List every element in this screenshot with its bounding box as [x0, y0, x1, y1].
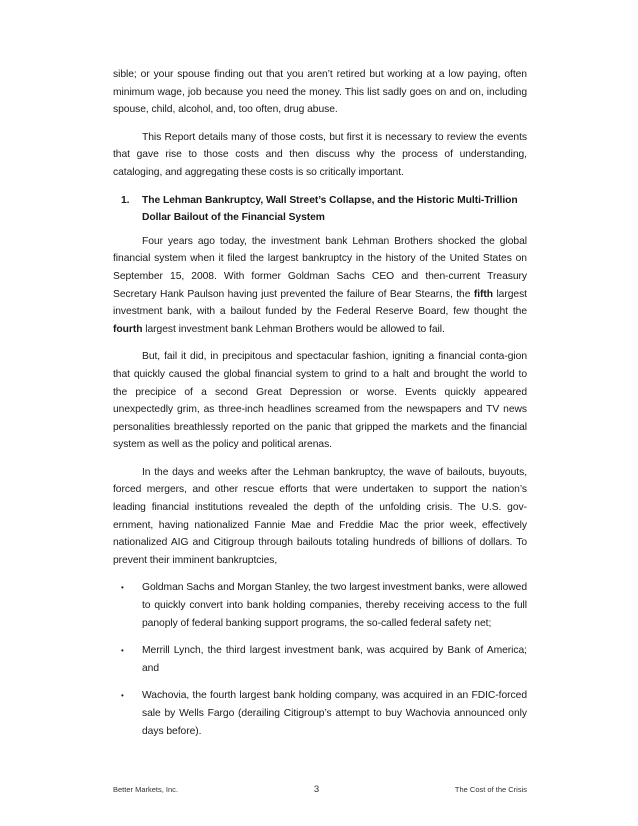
list-item-text: Goldman Sachs and Morgan Stanley, the two largest investment banks, were allowed to quickly convert into bank holding companies, thereby receiving access to the full panoply of federal banking support programs, the so-called federal safety net; [142, 582, 528, 629]
page-footer [113, 784, 527, 795]
paragraph-continuation: sible; or your spouse finding out that you aren’t retired but working at a low paying, often minimum wage, job because you need the money. This list sadly goes on and on, including spouse, child, alcohol, and, too often, drug abuse. [113, 69, 527, 116]
list-item-text: Wachovia, the fourth largest bank holding company, was acquired in an FDIC-forced sale by Wells Fargo (derailing Citigroup’s attempt to buy Wachovia announced only days before). [142, 690, 527, 737]
text-run: largest investment bank, with a bailout funded by the Federal Reserve Board, few thought the [113, 288, 527, 318]
text-run: largest investment bank Lehman Brothers would be allowed to fail. [142, 323, 445, 335]
list-item-text: Merrill Lynch, the third largest investment bank, was acquired by Bank of America; and [142, 645, 527, 674]
bullet-icon: • [121, 691, 124, 701]
bullet-icon: • [121, 646, 124, 656]
list-item [113, 687, 527, 740]
paragraph-lehman-bankruptcy [113, 233, 527, 339]
list-item [113, 642, 527, 677]
bold-word-fourth: fourth [113, 323, 143, 335]
list-item [113, 579, 527, 632]
section-title: The Lehman Bankruptcy, Wall Street’s Collapse, and the Historic Multi-Trillion Dollar Bailout of the Financial System [142, 194, 518, 224]
page-number: 3 [313, 784, 320, 795]
bullet-icon: • [121, 583, 124, 593]
section-heading [113, 192, 527, 227]
footer-publisher: Better Markets, Inc. [113, 785, 179, 794]
paragraph-report-intro: This Report details many of those costs, but first it is necessary to review the events that gave rise to those costs and then discuss why the process of understanding, cataloging, and aggregating these costs is so critically important. [113, 131, 527, 178]
document-body [113, 66, 527, 750]
footer-document-title: The Cost of the Crisis [454, 785, 527, 794]
paragraph-contagion: But, fail it did, in precipitous and spectacular fashion, igniting a financial conta-gion that quickly caused the global financial system to grind to a halt and brought the world to the precipice of a second Great Depression or worse. Events quickly appeared unexpectedly grim, as three-inch headlines screamed from the newspapers and TV news personalities breathlessly reported on the panic that gripped the markets and the financial system as well as the policy and political arenas. [113, 351, 527, 451]
text-run: Four years ago today, the investment bank Lehman Brothers shocked the global financial system when it filed the largest bankruptcy in the history of the United States on September 15, 2008. With former Goldman Sachs CEO and then-current Treasury Secretary Hank Paulson having just prevented the failure of Bear Stearns, the [113, 235, 527, 300]
bold-word-fifth: fifth [473, 288, 493, 300]
paragraph-bailouts: In the days and weeks after the Lehman bankruptcy, the wave of bailouts, buyouts, forced mergers, and other rescue efforts that were undertaken to support the nation’s leading financial institutions revealed the depth of the unfolding crisis. The U.S. gov-ernment, having nationalized Fannie Mae and Freddie Mac the prior week, effectively nationalized AIG and Citigroup through bailouts totaling hundreds of billions of dollars. To prevent their imminent bankruptcies, [113, 466, 527, 566]
bullet-list [113, 579, 527, 740]
section-number: 1. [121, 194, 130, 206]
